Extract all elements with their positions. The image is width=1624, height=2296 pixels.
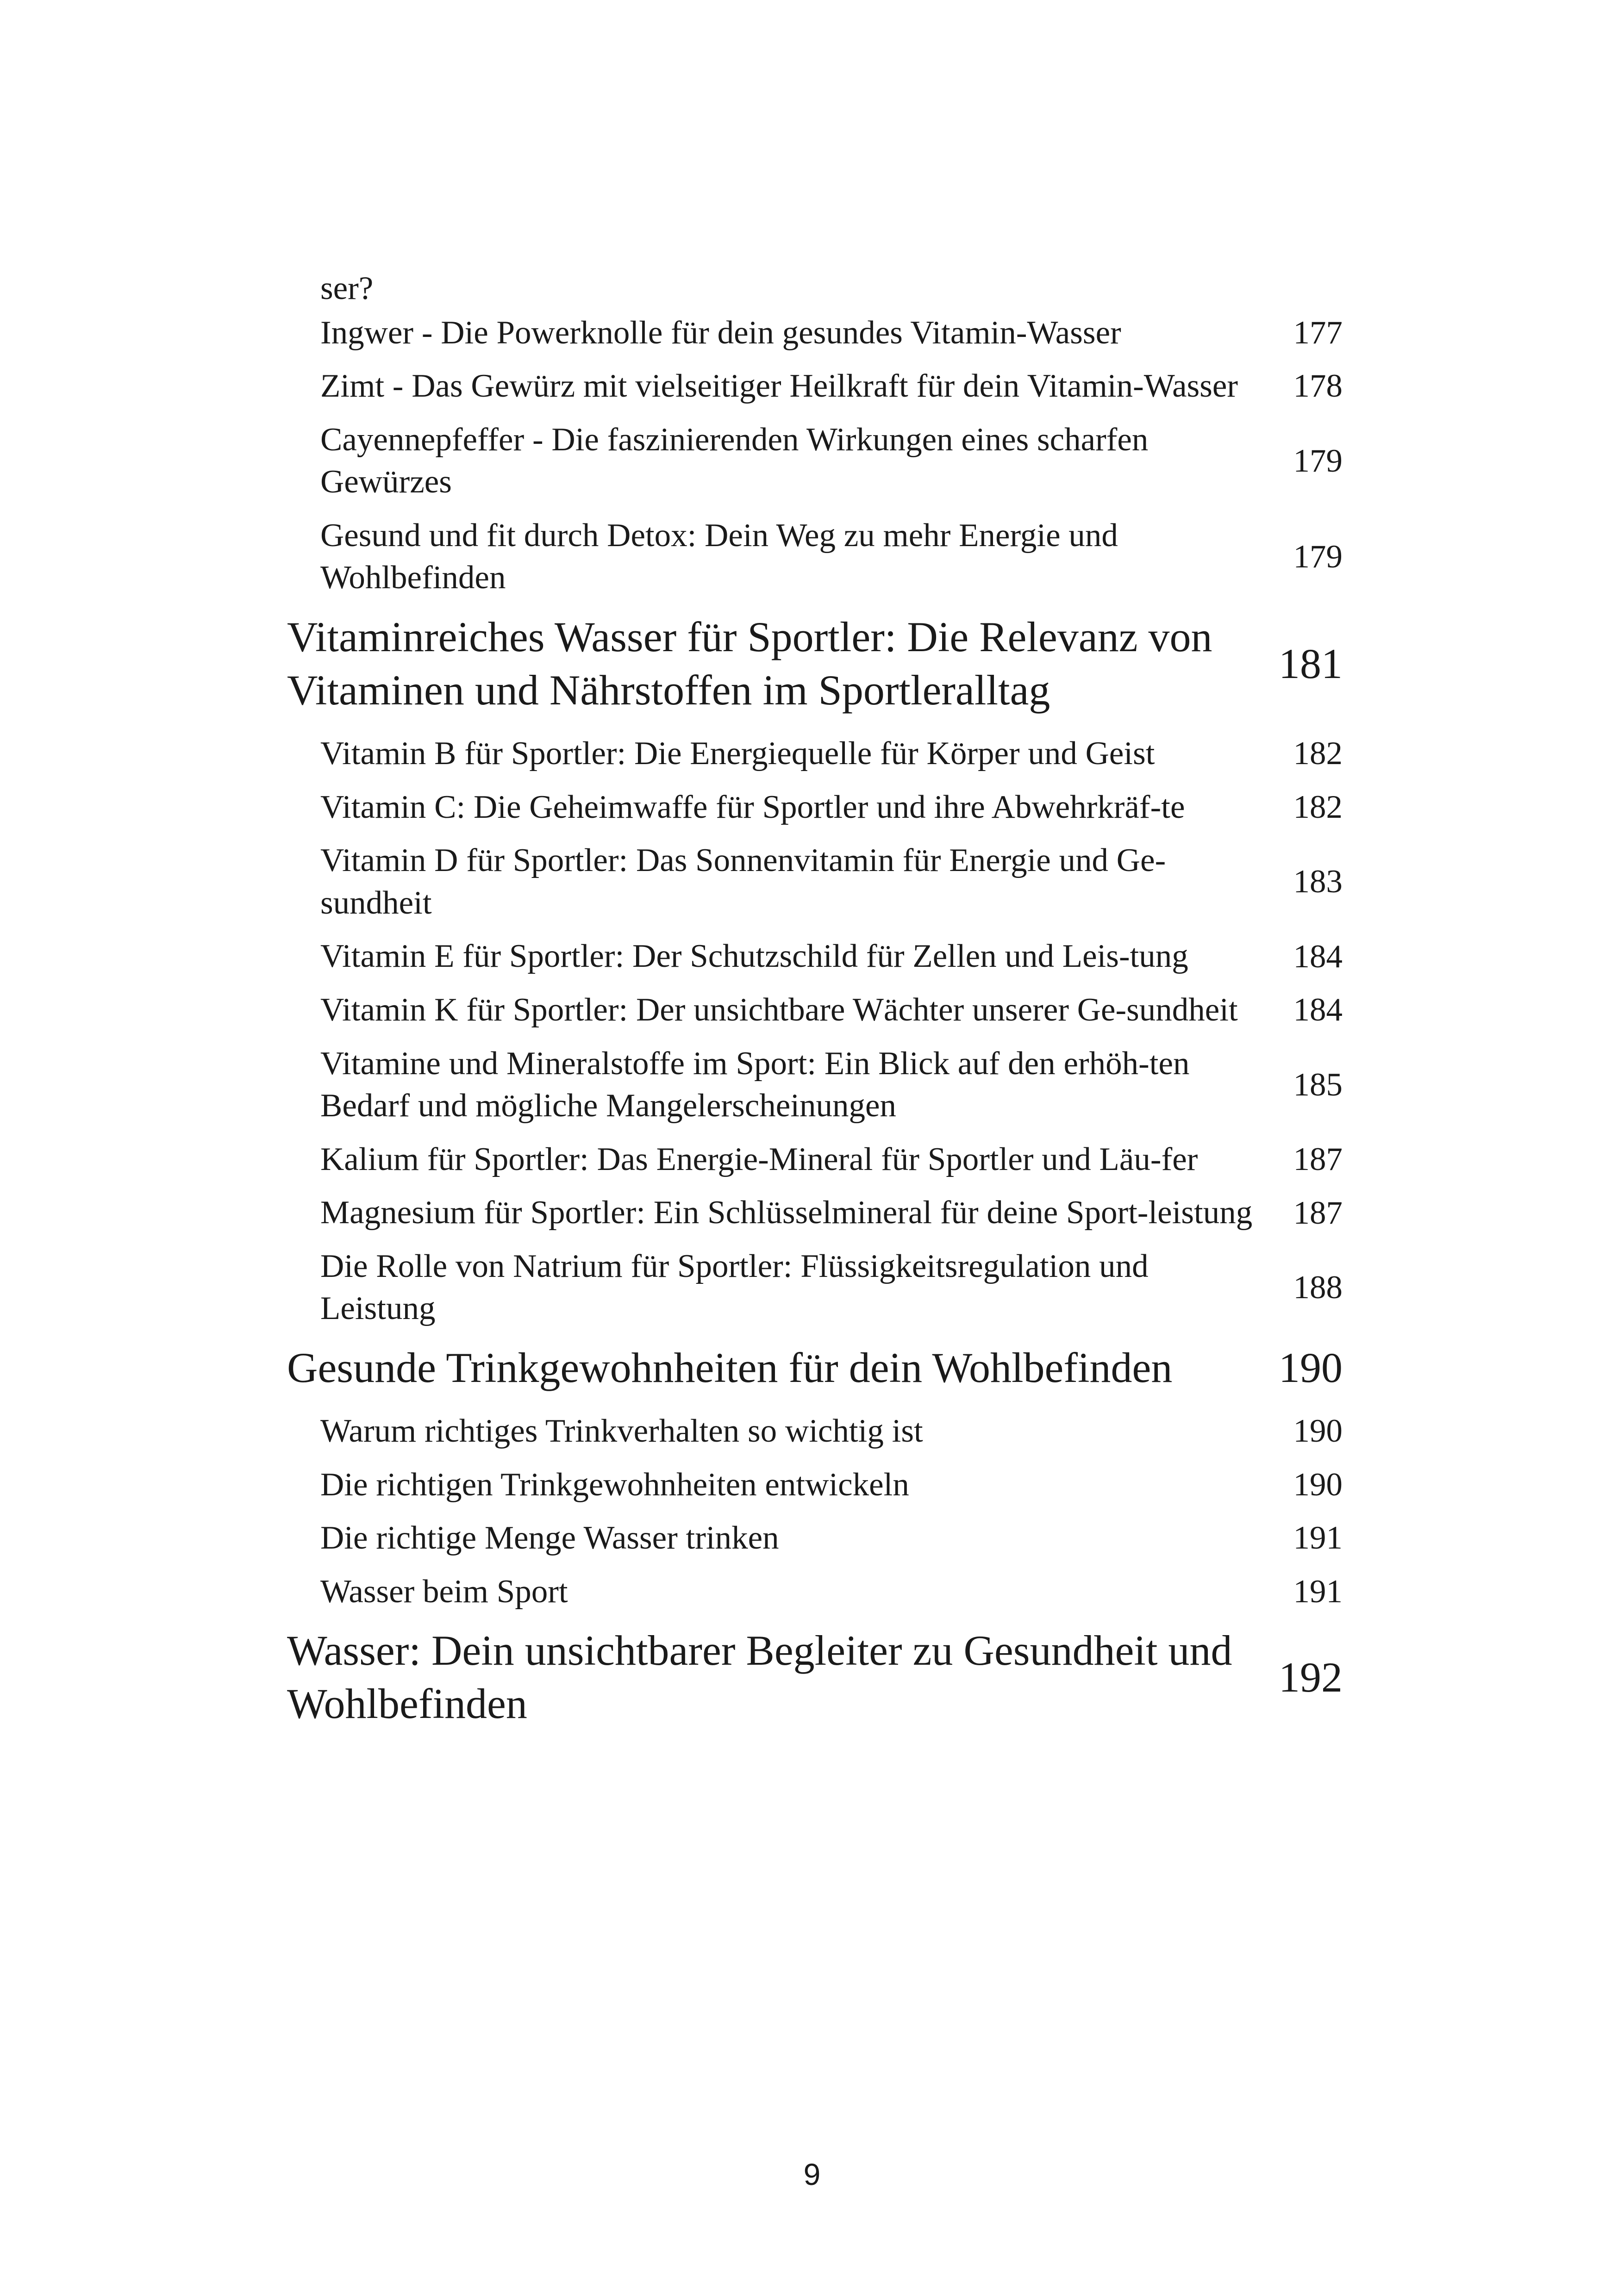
toc-entry-page: 190 xyxy=(1293,1413,1343,1450)
toc-entry-title: Zimt - Das Gewürz mit vielseitiger Heilkraft für dein Vitamin-Wasser xyxy=(320,368,1238,404)
toc-entry-trinkverhalten[interactable] xyxy=(287,1410,1343,1453)
toc-entry-magnesium[interactable] xyxy=(287,1192,1343,1234)
toc-chapter-page: 190 xyxy=(1279,1344,1343,1392)
toc-continuation-text: ser? xyxy=(320,270,374,306)
toc-entry-page: 183 xyxy=(1293,864,1343,900)
toc-entry-gewohnheiten-entwickeln[interactable] xyxy=(287,1464,1343,1506)
toc-chapter-page: 181 xyxy=(1279,640,1343,688)
toc-chapter-title: Vitaminreiches Wasser für Sportler: Die Relevanz von Vitaminen und Nährstoffen im Sportleralltag xyxy=(287,613,1212,714)
toc-entry-page: 184 xyxy=(1293,938,1343,975)
toc-entry-page: 182 xyxy=(1293,789,1343,825)
toc-entry-title: Ingwer - Die Powerknolle für dein gesundes Vitamin-Wasser xyxy=(320,314,1121,351)
page-number: 9 xyxy=(803,2157,821,2191)
toc-entry-title: Kalium für Sportler: Das Energie-Mineral für Sportler und Läu-fer xyxy=(320,1141,1198,1177)
toc-entry-zimt[interactable] xyxy=(287,365,1343,408)
toc-entry-page: 185 xyxy=(1293,1066,1343,1103)
toc-entry-title: Vitamin B für Sportler: Die Energiequelle für Körper und Geist xyxy=(320,735,1155,772)
toc-entry-title: Die Rolle von Natrium für Sportler: Flüssigkeitsregulation und Leistung xyxy=(320,1248,1149,1327)
toc-entry-vitamin-k[interactable] xyxy=(287,989,1343,1032)
toc-entry-kalium[interactable] xyxy=(287,1139,1343,1181)
toc-entry-title: Die richtige Menge Wasser trinken xyxy=(320,1520,779,1556)
toc-entry-title: Magnesium für Sportler: Ein Schlüsselmineral für deine Sport-leistung xyxy=(320,1195,1253,1231)
toc-entry-page: 182 xyxy=(1293,735,1343,772)
toc-entry-vitamin-c[interactable] xyxy=(287,786,1343,829)
toc-chapter-trinkgewohnheiten[interactable] xyxy=(287,1341,1343,1394)
toc-chapter-page: 192 xyxy=(1279,1654,1343,1701)
toc-entry-title: Cayennepfeffer - Die faszinierenden Wirkungen eines scharfen Gewürzes xyxy=(320,421,1149,500)
toc-entry-vitamin-b[interactable] xyxy=(287,733,1343,775)
toc-entry-detox[interactable] xyxy=(287,515,1343,599)
toc-entry-title: Vitamin C: Die Geheimwaffe für Sportler und ihre Abwehrkräf-te xyxy=(320,789,1185,825)
toc-chapter-title: Gesunde Trinkgewohnheiten für dein Wohlbefinden xyxy=(287,1344,1173,1391)
toc-entry-page: 184 xyxy=(1293,992,1343,1028)
toc-chapter-title: Wasser: Dein unsichtbarer Begleiter zu Gesundheit und Wohlbefinden xyxy=(287,1627,1232,1728)
toc-entry-vitamin-d[interactable] xyxy=(287,840,1343,924)
toc-entry-title: Vitamin K für Sportler: Der unsichtbare Wächter unserer Ge-sundheit xyxy=(320,991,1238,1028)
toc-entry-title: Warum richtiges Trinkverhalten so wichtig ist xyxy=(320,1412,923,1449)
toc-entry-page: 177 xyxy=(1293,314,1343,351)
toc-entry-page: 188 xyxy=(1293,1269,1343,1306)
toc-entry-title: Vitamine und Mineralstoffe im Sport: Ein Blick auf den erhöh-ten Bedarf und mögliche Mangelerscheinungen xyxy=(320,1045,1190,1124)
toc-entry-page: 179 xyxy=(1293,442,1343,479)
toc-entry-title: Gesund und fit durch Detox: Dein Weg zu mehr Energie und Wohlbefinden xyxy=(320,517,1118,596)
toc-entry-page: 187 xyxy=(1293,1195,1343,1231)
toc-entry-page: 187 xyxy=(1293,1141,1343,1177)
toc-entry-vitamin-e[interactable] xyxy=(287,935,1343,978)
toc-entry-title: Die richtigen Trinkgewohnheiten entwickeln xyxy=(320,1466,909,1503)
toc-entry-mineralstoffe[interactable] xyxy=(287,1043,1343,1127)
toc-continuation xyxy=(287,268,1343,310)
toc-entry-page: 191 xyxy=(1293,1520,1343,1556)
toc-entry-menge-wasser[interactable] xyxy=(287,1517,1343,1560)
toc-entry-ingwer[interactable] xyxy=(287,312,1343,355)
table-of-contents xyxy=(287,268,1343,1746)
toc-entry-page: 191 xyxy=(1293,1574,1343,1610)
toc-entry-page: 179 xyxy=(1293,538,1343,575)
toc-chapter-sportler[interactable] xyxy=(287,610,1343,717)
toc-entry-page: 178 xyxy=(1293,368,1343,404)
toc-entry-natrium[interactable] xyxy=(287,1245,1343,1330)
toc-chapter-begleiter[interactable] xyxy=(287,1624,1343,1730)
toc-entry-cayennepfeffer[interactable] xyxy=(287,419,1343,504)
toc-entry-wasser-sport[interactable] xyxy=(287,1571,1343,1613)
toc-entry-page: 190 xyxy=(1293,1466,1343,1503)
toc-entry-title: Vitamin E für Sportler: Der Schutzschild für Zellen und Leis-tung xyxy=(320,938,1188,975)
toc-entry-title: Wasser beim Sport xyxy=(320,1573,568,1610)
toc-entry-title: Vitamin D für Sportler: Das Sonnenvitamin für Energie und Ge-sundheit xyxy=(320,842,1166,921)
